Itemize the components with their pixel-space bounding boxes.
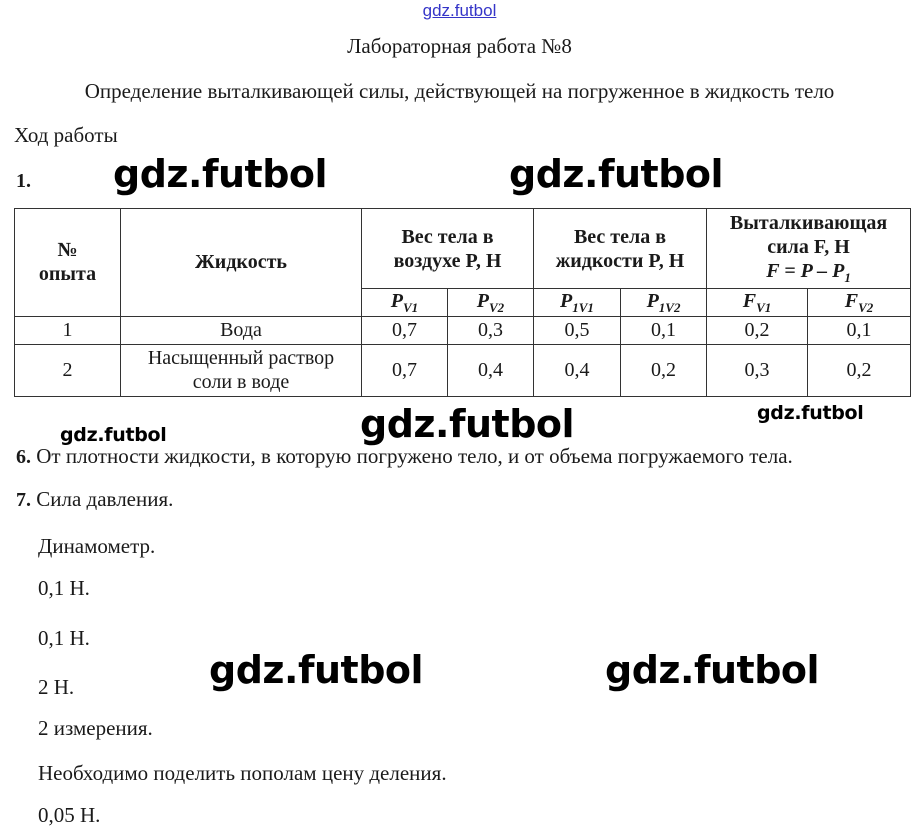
results-table [14, 208, 911, 397]
header-weight-in-liquid: Вес тела в жидкости P, Н [534, 209, 707, 289]
subheader-symbol: $F_{V2}$ [808, 289, 911, 317]
answer-line: Динамометр. [38, 534, 156, 558]
answer-line: 0,1 Н. [38, 626, 90, 650]
answer-line: 0,05 Н. [38, 803, 101, 827]
header-experiment-number: № опыта [15, 209, 121, 317]
watermark: gdz.futbol [60, 424, 167, 446]
header-weight-in-air: Вес тела в воздухе P, Н [362, 209, 534, 289]
cell-value: 0,3 [448, 316, 534, 344]
cell-liquid: Насыщенный раствор соли в воде [121, 344, 362, 396]
answer-6: 6. От плотности жидкости, в которую погружено тело, и от объема погружаемого тела. [16, 444, 793, 468]
table-row [15, 344, 911, 396]
cell-value: 0,2 [621, 344, 707, 396]
cell-experiment-number: 1 [15, 316, 121, 344]
cell-value: 0,7 [362, 316, 448, 344]
subheader-symbol: $F_{V1}$ [707, 289, 808, 317]
watermark: gdz.futbol [209, 648, 424, 692]
watermark: gdz.futbol [605, 648, 820, 692]
watermark: gdz.futbol [757, 402, 864, 424]
cell-value: 0,7 [362, 344, 448, 396]
answer-7: 7. Сила давления. [16, 487, 174, 511]
watermark: gdz.futbol [360, 402, 575, 446]
subheader-symbol: $P_{V1}$ [362, 289, 448, 317]
cell-value: 0,2 [808, 344, 911, 396]
cell-value: 0,1 [808, 316, 911, 344]
cell-value: 0,4 [534, 344, 621, 396]
watermark: gdz.futbol [113, 152, 328, 196]
cell-value: 0,5 [534, 316, 621, 344]
header-liquid: Жидкость [121, 209, 362, 317]
answer-line: 2 Н. [38, 675, 75, 699]
section-heading: Ход работы [14, 123, 118, 147]
subheader-symbol: $P_{1V2}$ [621, 289, 707, 317]
answer-line: 0,1 Н. [38, 576, 90, 600]
watermark-link[interactable]: gdz.futbol [422, 1, 497, 20]
item-1-number: 1. [16, 170, 31, 192]
answer-line: 2 измерения. [38, 716, 153, 740]
subheader-symbol: $P_{1V1}$ [534, 289, 621, 317]
cell-value: 0,4 [448, 344, 534, 396]
subheader-symbol: $P_{V2}$ [448, 289, 534, 317]
table-row [15, 316, 911, 344]
watermark: gdz.futbol [509, 152, 724, 196]
cell-value: 0,1 [621, 316, 707, 344]
cell-experiment-number: 2 [15, 344, 121, 396]
cell-value: 0,2 [707, 316, 808, 344]
cell-value: 0,3 [707, 344, 808, 396]
page-title: Лабораторная работа №8 [347, 34, 572, 58]
answer-line: Необходимо поделить пополам цену деления. [38, 761, 447, 785]
header-buoyant-force: Выталкивающая сила F, Н $F = P - P_1$ [707, 209, 911, 289]
page-subtitle: Определение выталкивающей силы, действующей на погруженное в жидкость тело [84, 79, 835, 103]
cell-liquid: Вода [121, 316, 362, 344]
